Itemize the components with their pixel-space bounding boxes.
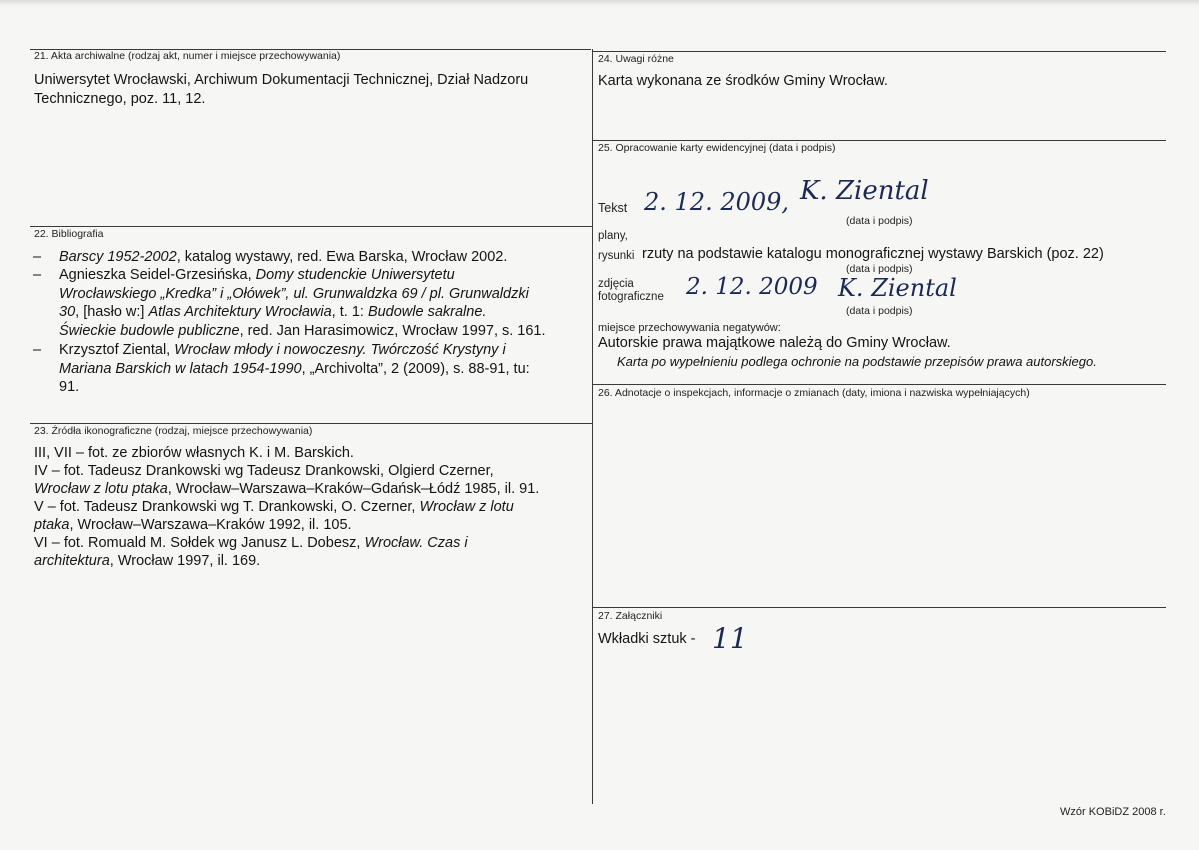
center-divider (592, 49, 593, 804)
sec23-l4-title: Wrocław z lotu (419, 499, 514, 515)
bib-2-atlas: Atlas Architektury Wrocławia (148, 304, 332, 320)
sec24-label: 24. Uwagi różne (598, 53, 674, 65)
sec26-label: 26. Adnotacje o inspekcjach, informacje o zmianach (daty, imiona i nazwiska wypełniających) (598, 387, 1030, 399)
sec23-line5 (34, 516, 352, 535)
sec25-label: 25. Opracowanie karty ewidencyjnej (data i podpis) (598, 142, 836, 154)
fotograficzne-label: fotograficzne (598, 291, 664, 303)
sec23-line1: III, VII – fot. ze zbiorów własnych K. i M. Barskich. (34, 445, 354, 461)
tekst-label: Tekst (598, 201, 628, 215)
bib-dash: – (33, 342, 42, 358)
sec24-text: Karta wykonana ze środków Gminy Wrocław. (598, 73, 888, 89)
bib-2-budowle: Budowle sakralne. (367, 304, 487, 320)
sec27-label: 27. Załączniki (598, 610, 663, 622)
rule-23 (30, 423, 592, 424)
sec23-l6-title: Wrocław. Czas i (364, 535, 468, 551)
sec23-l6-a: VI – fot. Romuald M. Sołdek wg Janusz L. Dobesz, (34, 535, 365, 551)
sec23-line3 (34, 480, 539, 499)
sec22-label: 22. Bibliografia (34, 228, 104, 240)
rule-26 (593, 384, 1166, 385)
bib-3-author: Krzysztof Ziental, (59, 342, 175, 358)
sec23-line2: IV – fot. Tadeusz Drankowski wg Tadeusz Drankowski, Olgierd Czerner, (34, 463, 494, 479)
tekst-signature: K. Ziental (800, 176, 929, 206)
autorskie-text: Autorskie prawa majątkowe należą do Gminy Wrocław. (598, 335, 951, 351)
scan-edge (0, 0, 1199, 6)
sec23-l7-title: architektura (34, 553, 110, 569)
bib-2-author: Agnieszka Seidel-Grzesińska, (59, 267, 256, 283)
rule-25 (593, 140, 1166, 141)
miejsce-label: miejsce przechowywania negatywów: (598, 322, 781, 334)
rule-27 (593, 607, 1166, 608)
zdjecia-signature: K. Ziental (838, 274, 957, 302)
sec23-l3-rest: , Wrocław–Warszawa–Kraków–Gdańsk–Łódź 1985, il. 91. (167, 481, 540, 497)
bib-2-title-a: Domy studenckie Uniwersytetu (255, 267, 455, 283)
bib-dash: – (33, 249, 42, 265)
rule-22 (30, 226, 592, 227)
bib-2-swieckie: Świeckie budowle publiczne (59, 322, 240, 339)
rysunki-text: rzuty na podstawie katalogu monograficznej wystawy Barskich (poz. 22) (642, 246, 1104, 262)
zdjecia-data-podpis: (data i podpis) (846, 305, 913, 317)
tekst-data-podpis: (data i podpis) (846, 215, 913, 227)
bib-2-tom: , t. 1: (331, 304, 368, 320)
sec23-l3-title: Wrocław z lotu ptaka (34, 481, 168, 497)
bib-2-red: , red. Jan Harasimowicz, Wrocław 1997, s. 161. (239, 322, 546, 339)
karta-note: Karta po wypełnieniu podlega ochronie na podstawie przepisów prawa autorskiego. (617, 354, 1097, 369)
bib-1-title: Barscy 1952-2002 (59, 249, 177, 265)
bib-1-rest: , katalog wystawy, red. Ewa Barska, Wrocław 2002. (176, 249, 508, 265)
rysunki-data-podpis: (data i podpis) (846, 263, 913, 275)
zdjecia-date-handwritten: 2. 12. 2009 (686, 274, 818, 300)
sec21-line2: Technicznego, poz. 11, 12. (34, 91, 206, 107)
sec23-l5-title: ptaka (34, 517, 70, 533)
zdjecia-label: zdjęcia (598, 278, 634, 290)
rysunki-label: rysunki (598, 250, 635, 262)
bib-2-title-b: Wrocławskiego „Kredka” i „Ołówek”, ul. Grunwaldzka 69 / pl. Grunwaldzki (59, 285, 529, 302)
tekst-date-handwritten: 2. 12. 2009, (644, 188, 790, 216)
sec23-l7-rest: , Wrocław 1997, il. 169. (109, 553, 261, 569)
sec23-l4-a: V – fot. Tadeusz Drankowski wg T. Drankowski, O. Czerner, (34, 499, 420, 515)
bib-2-haslo: , [hasło w:] (75, 304, 149, 320)
sec23-l5-rest: , Wrocław–Warszawa–Kraków 1992, il. 105. (69, 517, 352, 533)
sec23-line7 (34, 552, 260, 571)
bib-3-title-b: Mariana Barskich w latach 1954-1990 (59, 360, 302, 377)
bib-3-journal: , „Archivolta”, 2 (2009), s. 88-91, tu: (301, 360, 530, 377)
plany-label: plany, (598, 230, 628, 242)
form-template-note: Wzór KOBiDZ 2008 r. (1060, 806, 1166, 818)
top-rule-right (593, 51, 1166, 52)
attachments-count-handwritten: 11 (712, 622, 748, 655)
sec21-label: 21. Akta archiwalne (rodzaj akt, numer i miejsce przechowywania) (34, 50, 341, 62)
bib-3-title-a: Wrocław młody i nowoczesny. Twórczość Krystyny i (174, 342, 506, 358)
bib-dash: – (33, 267, 42, 283)
bib-3-page: 91. (59, 379, 80, 395)
sec23-line6 (34, 534, 468, 553)
sec21-line1: Uniwersytet Wrocławski, Archiwum Dokumentacji Technicznej, Dział Nadzoru (34, 72, 529, 88)
sec23-label: 23. Źródła ikonograficzne (rodzaj, miejsce przechowywania) (34, 425, 313, 437)
sec23-line4 (34, 498, 514, 517)
sec27-text: Wkładki sztuk - (598, 631, 696, 647)
bib-2-title-c: 30 (59, 304, 76, 320)
